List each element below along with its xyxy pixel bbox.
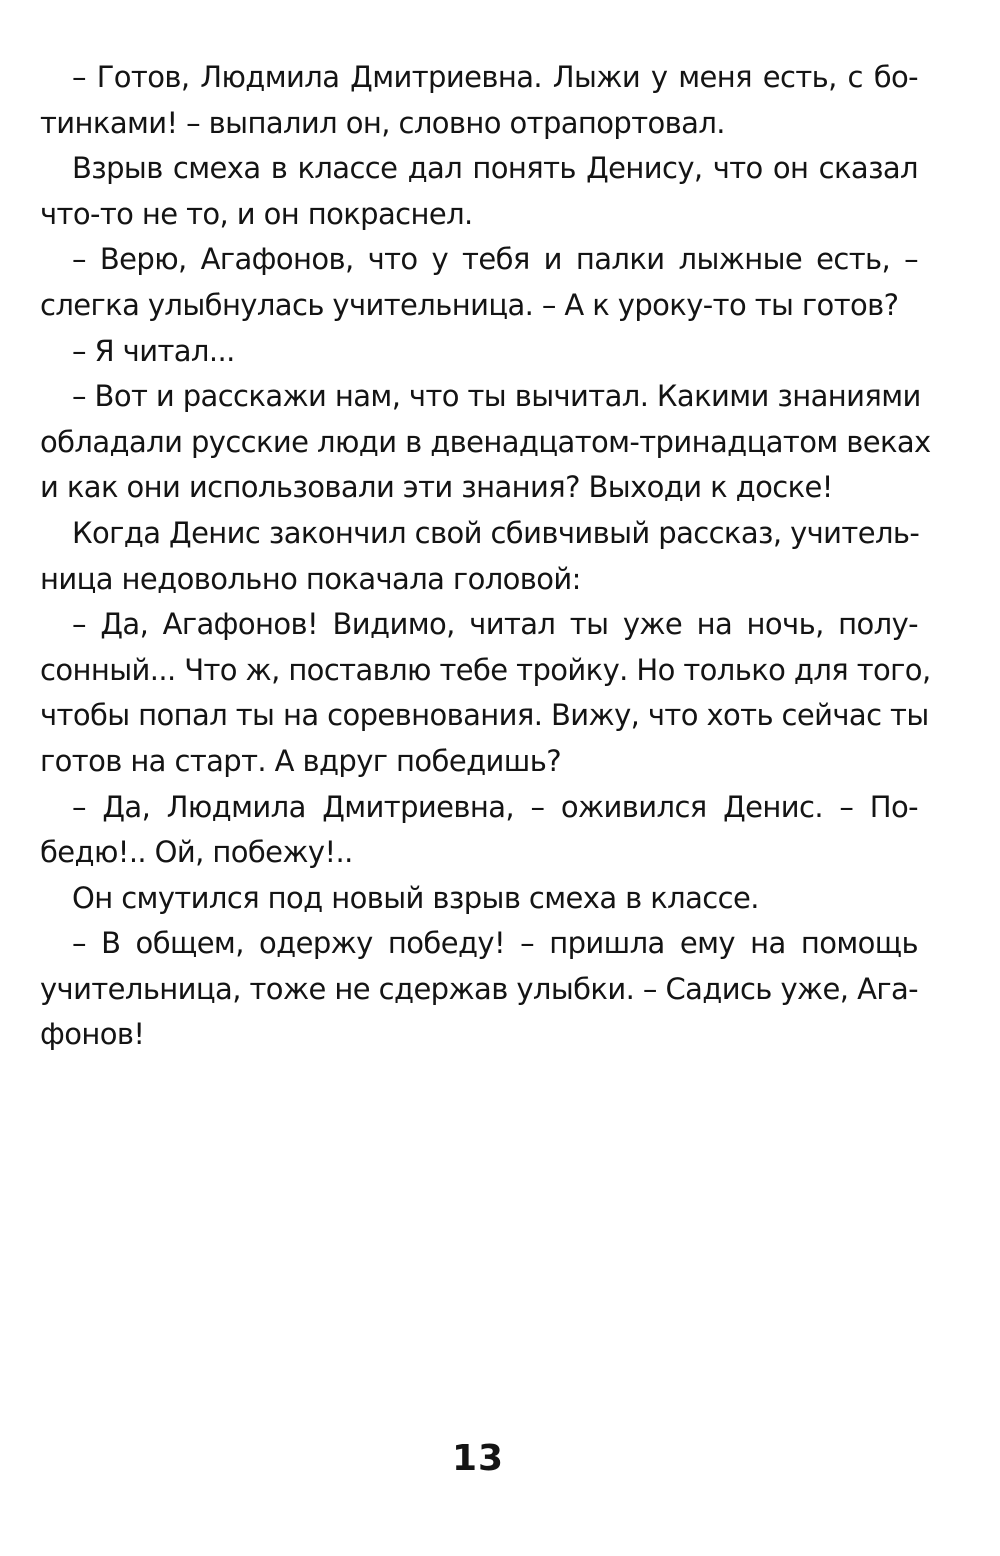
text-line: сонный... Что ж, поставлю тебе тройку. Но только для того, <box>40 652 931 687</box>
paragraph <box>40 511 918 602</box>
text-line: – Вот и расскажи нам, что ты вычитал. Какими знаниями <box>72 379 921 414</box>
text-line: – Готов, Людмила Дмитриевна. Лыжи у меня есть, с бо- <box>72 60 918 94</box>
text-line: фонов! <box>40 1017 145 1052</box>
text-line: что-то не то, и он покраснел. <box>40 196 473 231</box>
paragraph <box>40 146 918 237</box>
text-line: чтобы попал ты на соревнования. Вижу, что хоть сейчас ты <box>40 698 929 733</box>
paragraph <box>40 329 918 375</box>
text-line: – Я читал... <box>72 333 235 368</box>
text-line: – В общем, одержу победу! – пришла ему на помощь <box>72 926 918 961</box>
text-line: Взрыв смеха в классе дал понять Денису, что он сказал <box>72 151 918 186</box>
text-line: – Да, Людмила Дмитриевна, – оживился Денис. – По- <box>72 789 918 824</box>
text-line: слегка улыбнулась учительница. – А к уроку-то ты готов? <box>40 287 899 322</box>
body-text <box>40 55 931 1058</box>
paragraph <box>40 602 931 784</box>
paragraph <box>40 237 918 328</box>
text-line: и как они использовали эти знания? Выходи к доске! <box>40 470 833 505</box>
paragraph <box>40 785 918 876</box>
text-line: тинками! – выпалил он, словно отрапортовал. <box>40 105 725 140</box>
text-line: – Да, Агафонов! Видимо, читал ты уже на ночь, полу- <box>72 607 918 642</box>
paragraph <box>40 55 918 146</box>
text-line: обладали русские люди в двенадцатом-тринадцатом веках <box>40 424 931 459</box>
text-line: Когда Денис закончил свой сбивчивый рассказ, учитель- <box>72 515 920 550</box>
paragraph <box>40 374 931 511</box>
page-number: 13 <box>451 1438 505 1479</box>
paragraph <box>40 876 918 922</box>
text-line: бедю!.. Ой, побежу!.. <box>40 835 353 870</box>
text-line: готов на старт. А вдруг победишь? <box>40 743 561 778</box>
text-line: Он смутился под новый взрыв смеха в классе. <box>72 880 759 915</box>
text-line: – Верю, Агафонов, что у тебя и палки лыжные есть, – <box>72 242 918 277</box>
text-line: учительница, тоже не сдержав улыбки. – Садись уже, Ага- <box>40 971 918 1006</box>
paragraph <box>40 921 918 1058</box>
text-line: ница недовольно покачала головой: <box>40 561 581 596</box>
